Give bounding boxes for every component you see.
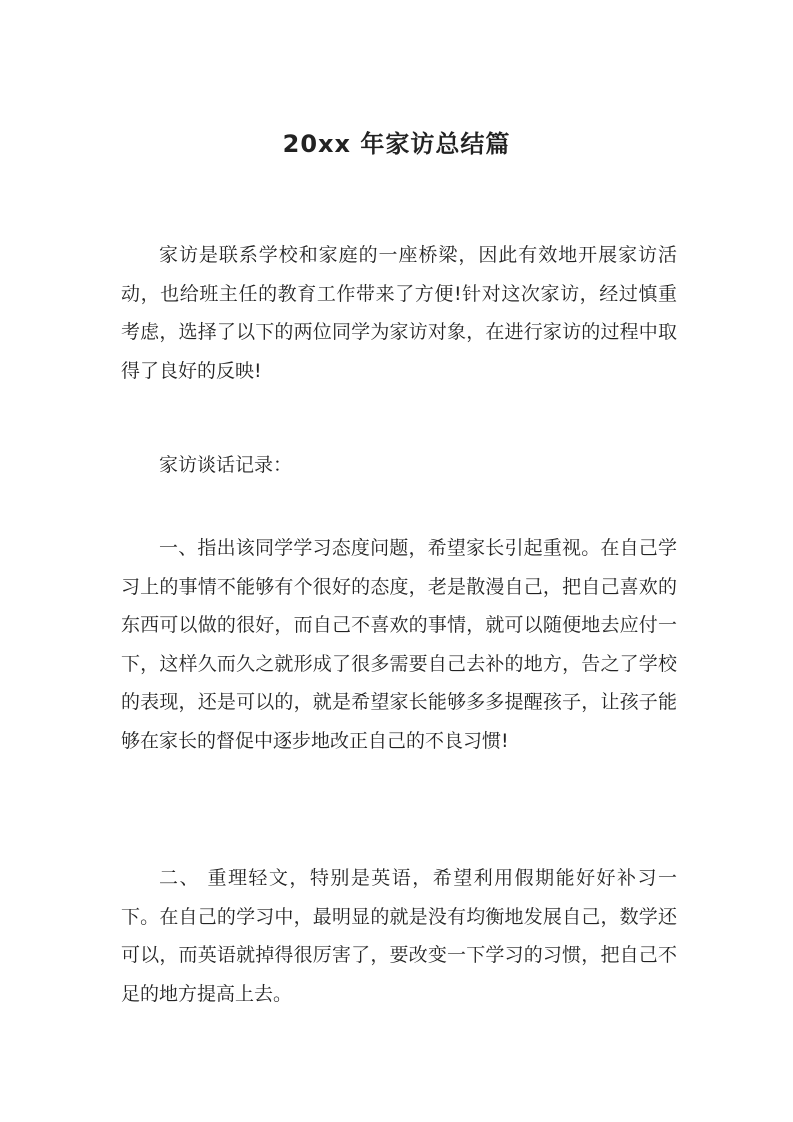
section-two-paragraph: 二、 重理轻文，特别是英语，希望利用假期能好好补习一下。在自己的学习中，最明显的就是没有均衡地发展自己，数学还可以，而英语就掉得很厉害了，要改变一下学习的习惯，把自己不足的地方提高上去。: [121, 867, 677, 1005]
intro-paragraph: 家访是联系学校和家庭的一座桥梁，因此有效地开展家访活动，也给班主任的教育工作带来了方便!针对这次家访，经过慎重考虑，选择了以下的两位同学为家访对象，在进行家访的过程中取得了良好的反映!: [121, 244, 677, 382]
record-heading: 家访谈话记录：: [159, 454, 293, 476]
document-title: 20xx 年家访总结篇: [282, 130, 511, 158]
section-one-paragraph: 一、指出该同学学习态度问题，希望家长引起重视。在自己学习上的事情不能够有个很好的态度，老是散漫自己，把自己喜欢的东西可以做的很好，而自己不喜欢的事情，就可以随便地去应付一下，这样久而久之就形成了很多需要自己去补的地方，告之了学校的表现，还是可以的，就是希望家长能够多多提醒孩子，让孩子能够在家长的督促中逐步地改正自己的不良习惯!: [121, 537, 677, 752]
